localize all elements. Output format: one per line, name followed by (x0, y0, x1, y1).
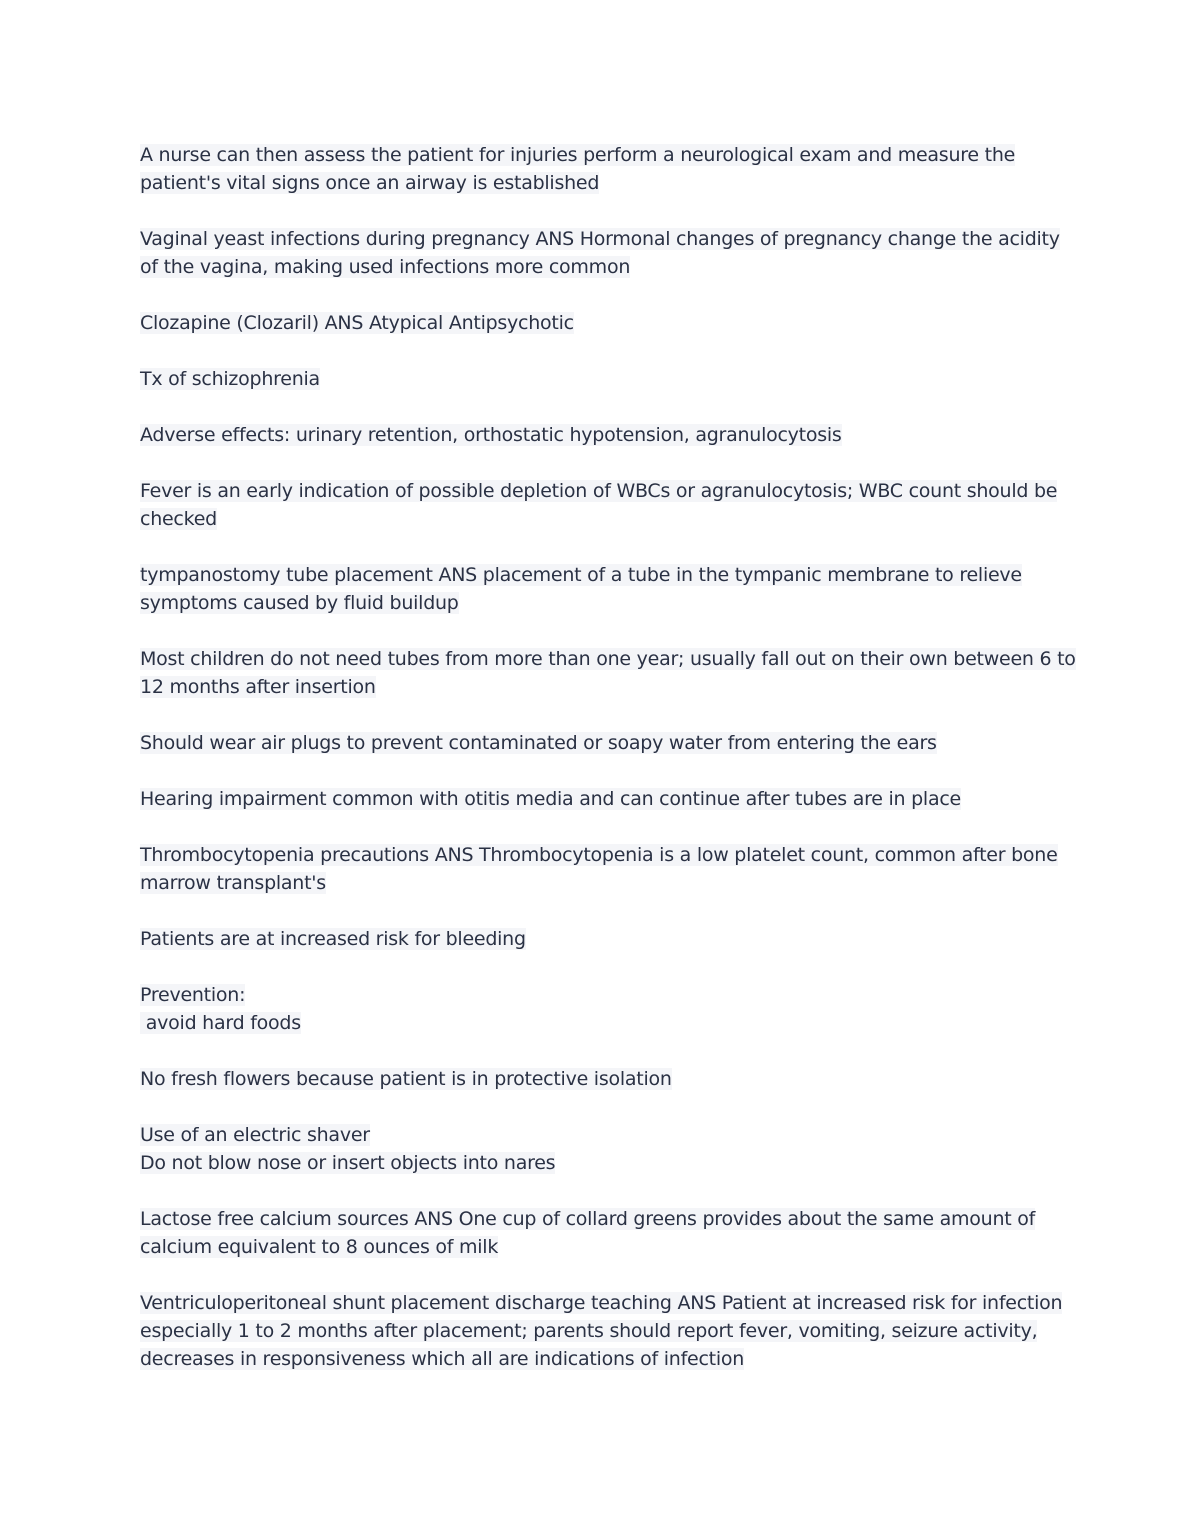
paragraph (140, 141, 1060, 197)
text-line: Tx of schizophrenia (140, 368, 320, 390)
text-line: marrow transplant's (140, 872, 326, 894)
text-line: checked (140, 508, 217, 530)
text-line: symptoms caused by fluid buildup (140, 592, 459, 614)
text-line: especially 1 to 2 months after placement; parents should report fever, vomiting, seizure activity, (140, 1320, 1038, 1342)
paragraph (140, 421, 1060, 449)
paragraph (140, 1289, 1063, 1373)
text-line: decreases in responsiveness which all are indications of infection (140, 1348, 745, 1370)
text-line: Prevention: (140, 984, 246, 1006)
paragraph (140, 365, 1060, 393)
paragraph (140, 561, 1060, 617)
paragraph (140, 1065, 1060, 1093)
text-line: Do not blow nose or insert objects into nares (140, 1152, 556, 1174)
text-line: Thrombocytopenia precautions ANS Thrombocytopenia is a low platelet count, common after bone (140, 844, 1058, 866)
text-line: Hearing impairment common with otitis media and can continue after tubes are in place (140, 788, 961, 810)
text-line: Use of an electric shaver (140, 1124, 370, 1146)
text-line: No fresh flowers because patient is in protective isolation (140, 1068, 672, 1090)
paragraph (140, 1121, 1060, 1177)
text-line: patient's vital signs once an airway is established (140, 172, 600, 194)
text-line: of the vagina, making used infections more common (140, 256, 631, 278)
text-line: avoid hard foods (140, 1012, 301, 1034)
paragraph (140, 925, 1060, 953)
text-line: calcium equivalent to 8 ounces of milk (140, 1236, 499, 1258)
paragraph (140, 729, 1060, 757)
paragraph (140, 309, 1060, 337)
paragraph (140, 477, 1060, 533)
text-line: Most children do not need tubes from more than one year; usually fall out on their own between 6 to (140, 648, 1076, 670)
paragraph (140, 225, 1060, 281)
paragraph (140, 645, 1076, 701)
paragraph (140, 841, 1060, 897)
text-line: Clozapine (Clozaril) ANS Atypical Antipsychotic (140, 312, 574, 334)
paragraph (140, 981, 1060, 1037)
text-line: Patients are at increased risk for bleeding (140, 928, 526, 950)
text-line: tympanostomy tube placement ANS placement of a tube in the tympanic membrane to relieve (140, 564, 1022, 586)
text-line: Fever is an early indication of possible depletion of WBCs or agranulocytosis; WBC count should be (140, 480, 1058, 502)
text-line: Ventriculoperitoneal shunt placement discharge teaching ANS Patient at increased risk for infection (140, 1292, 1063, 1314)
text-line: Adverse effects: urinary retention, orthostatic hypotension, agranulocytosis (140, 424, 842, 446)
document-body (140, 141, 1076, 1401)
text-line: A nurse can then assess the patient for injuries perform a neurological exam and measure the (140, 144, 1016, 166)
paragraph (140, 785, 1060, 813)
text-line: Vaginal yeast infections during pregnancy ANS Hormonal changes of pregnancy change the acidity (140, 228, 1060, 250)
text-line: Lactose free calcium sources ANS One cup of collard greens provides about the same amount of (140, 1208, 1036, 1230)
text-line: Should wear air plugs to prevent contaminated or soapy water from entering the ears (140, 732, 937, 754)
text-line: 12 months after insertion (140, 676, 376, 698)
paragraph (140, 1205, 1060, 1261)
